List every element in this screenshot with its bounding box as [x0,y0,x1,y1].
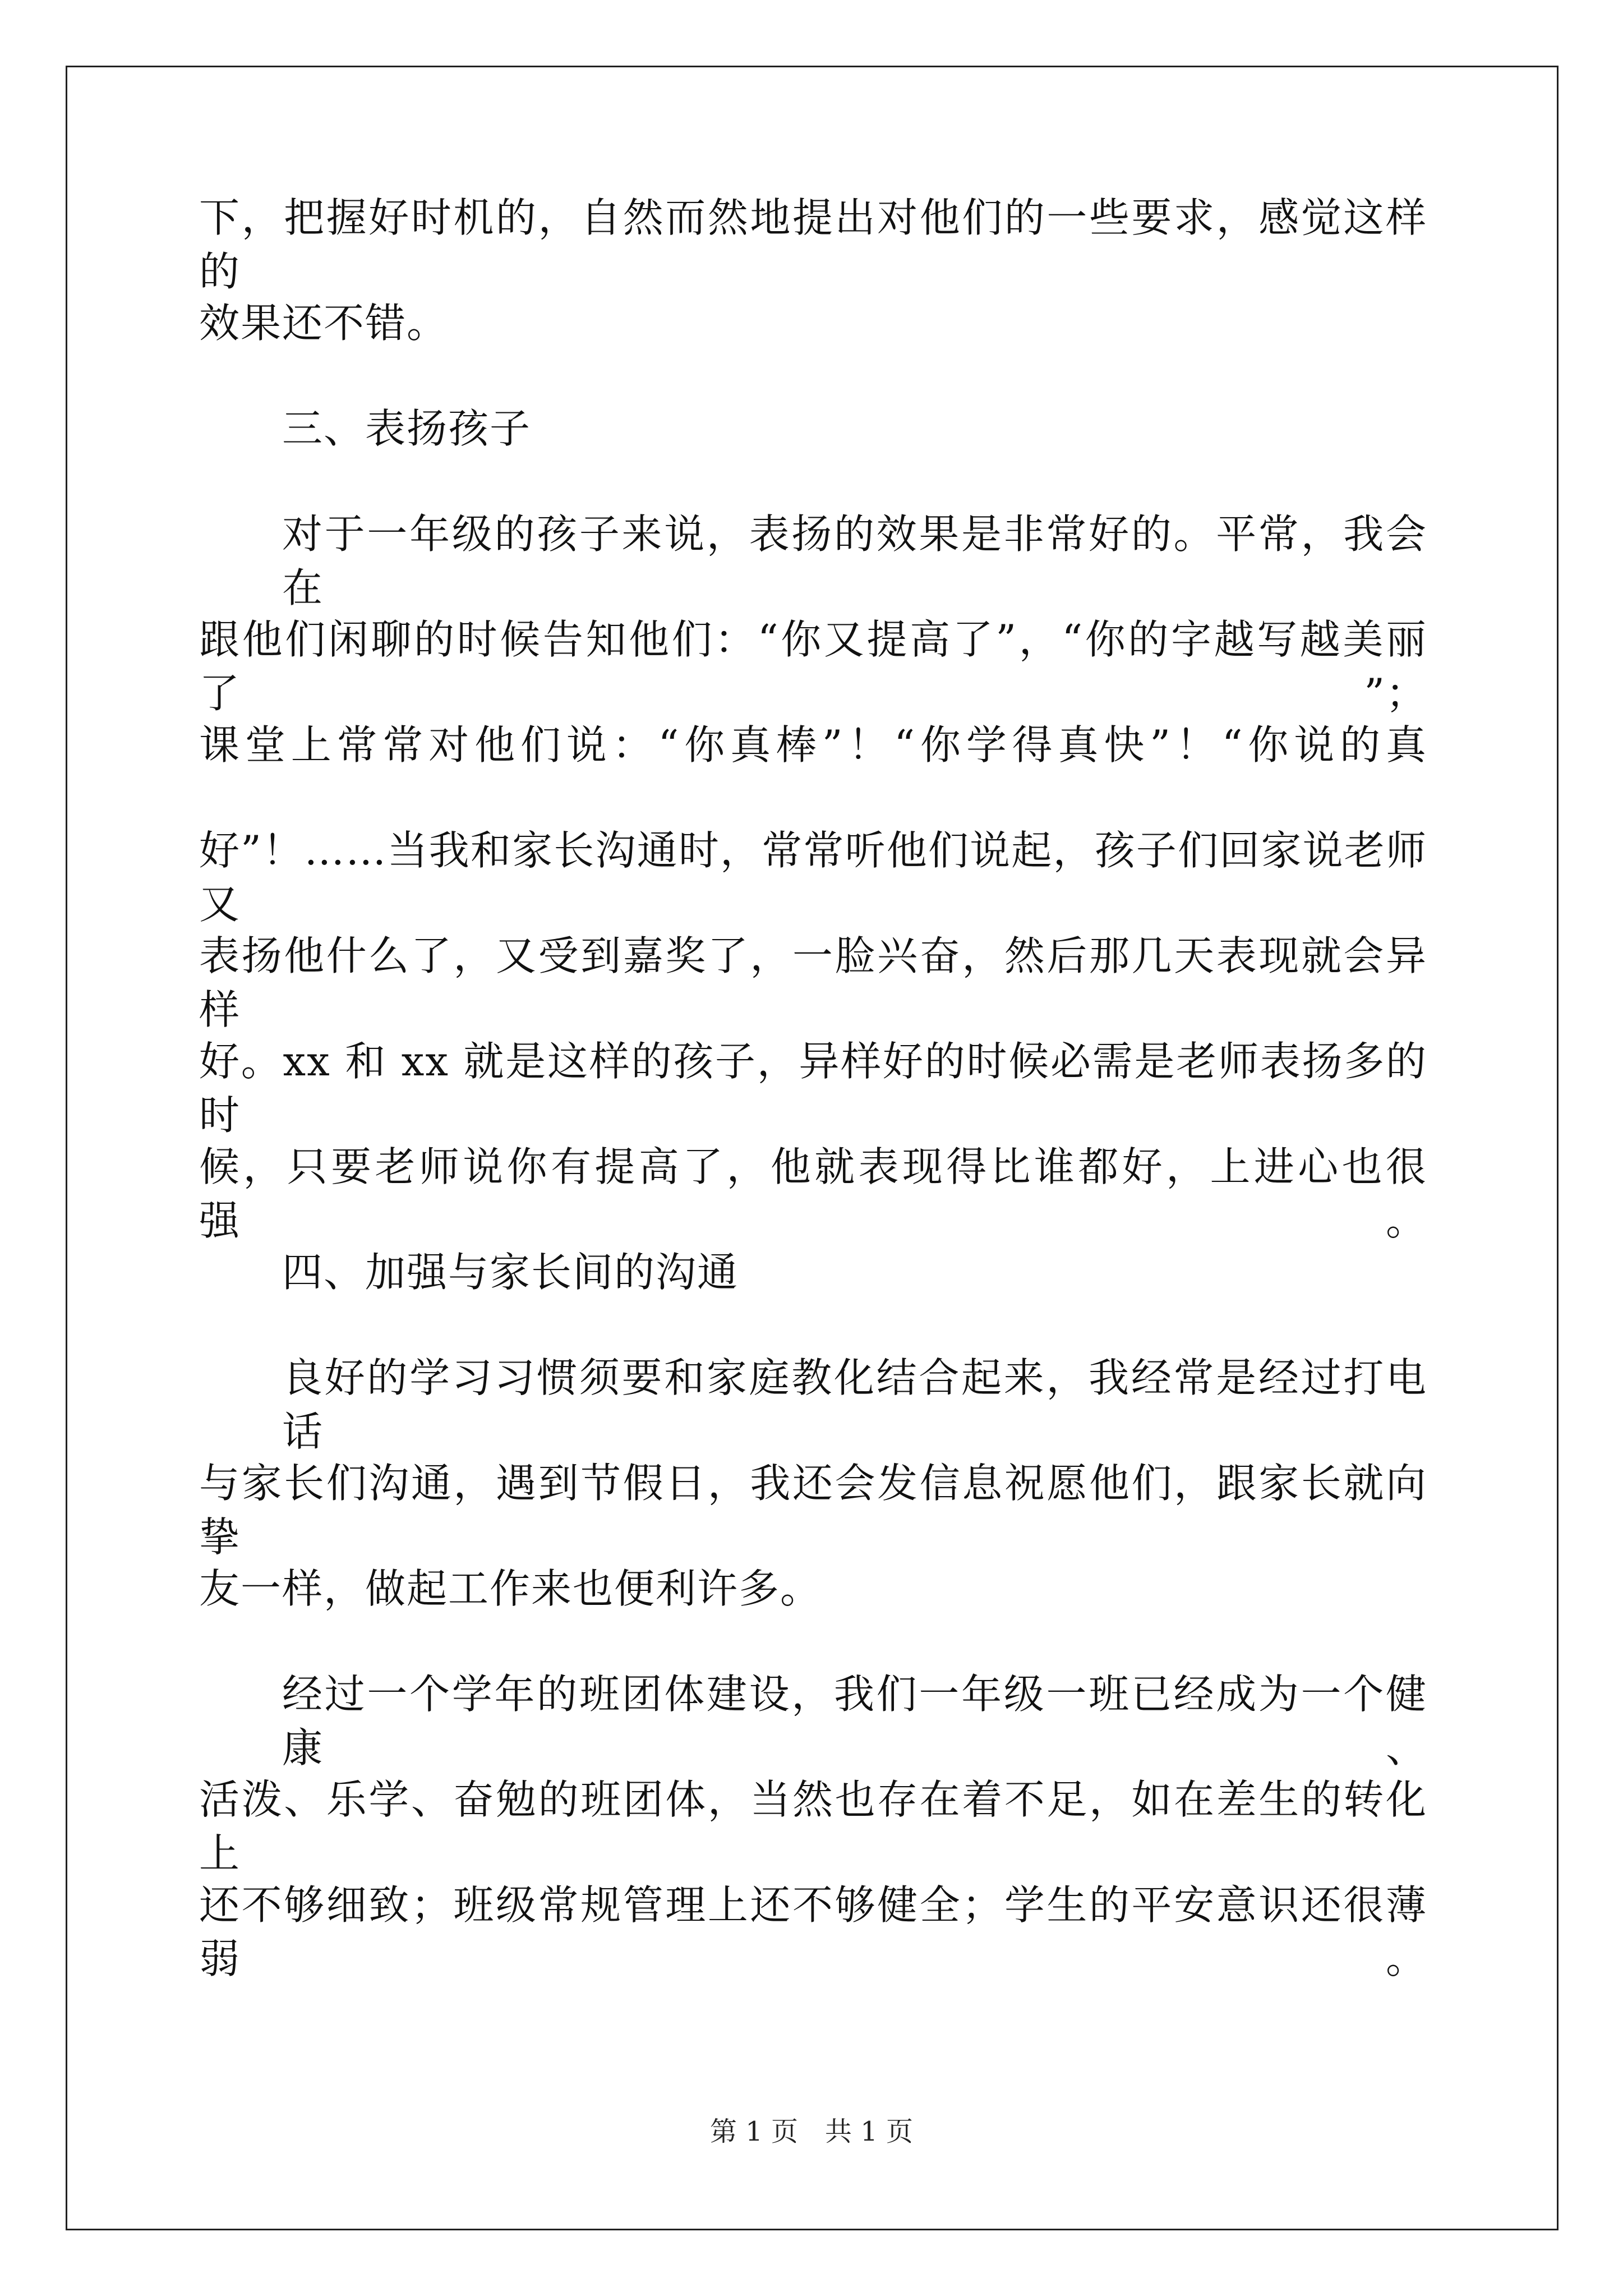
paragraph-line: 候，只要老师说你有提高了，他就表现得比谁都好，上进心也很强。 [199,1143,1427,1244]
section-heading: 三、表扬孩子 [282,405,532,452]
paragraph-line: 效果还不错。 [199,300,449,347]
paragraph-line: 对于一年级的孩子来说，表扬的效果是非常好的。平常，我会在 [282,510,1427,611]
paragraph-line: 友一样，做起工作来也便利许多。 [199,1565,822,1612]
paragraph-line: 跟他们闲聊的时候告知他们：“你又提高了”，“你的字越写越美丽了”； [199,616,1427,717]
section-heading: 四、加强与家长间的沟通 [282,1249,739,1296]
paragraph-line: 课堂上常常对他们说：“你真棒”！“你学得真快”！“你说的真 [199,721,1427,769]
paragraph-line: 还不够细致；班级常规管理上还不够健全；学生的平安意识还很薄弱。 [199,1881,1427,1982]
page-footer: 第 1 页 共 1 页 [709,2116,914,2147]
paragraph-line: 经过一个学年的班团体建设，我们一年级一班已经成为一个健康、 [282,1671,1427,1772]
paragraph-line: 活泼、乐学、奋勉的班团体，当然也存在着不足，如在差生的转化上 [199,1776,1427,1877]
paragraph-line: 好”！……当我和家长沟通时，常常听他们说起，孩子们回家说老师又 [199,827,1427,928]
paragraph-line: 表扬他什么了，又受到嘉奖了，一脸兴奋，然后那几天表现就会异样 [199,932,1427,1033]
paragraph-line: 与家长们沟通，遇到节假日，我还会发信息祝愿他们，跟家长就向挚 [199,1460,1427,1561]
paragraph-line: 良好的学习习惯须要和家庭教化结合起来，我经常是经过打电话 [282,1354,1427,1455]
paragraph-line: 好。xx 和 xx 就是这样的孩子，异样好的时候必需是老师表扬多的时 [199,1038,1427,1139]
paragraph-line: 下，把握好时机的，自然而然地提出对他们的一些要求，感觉这样的 [199,194,1427,295]
